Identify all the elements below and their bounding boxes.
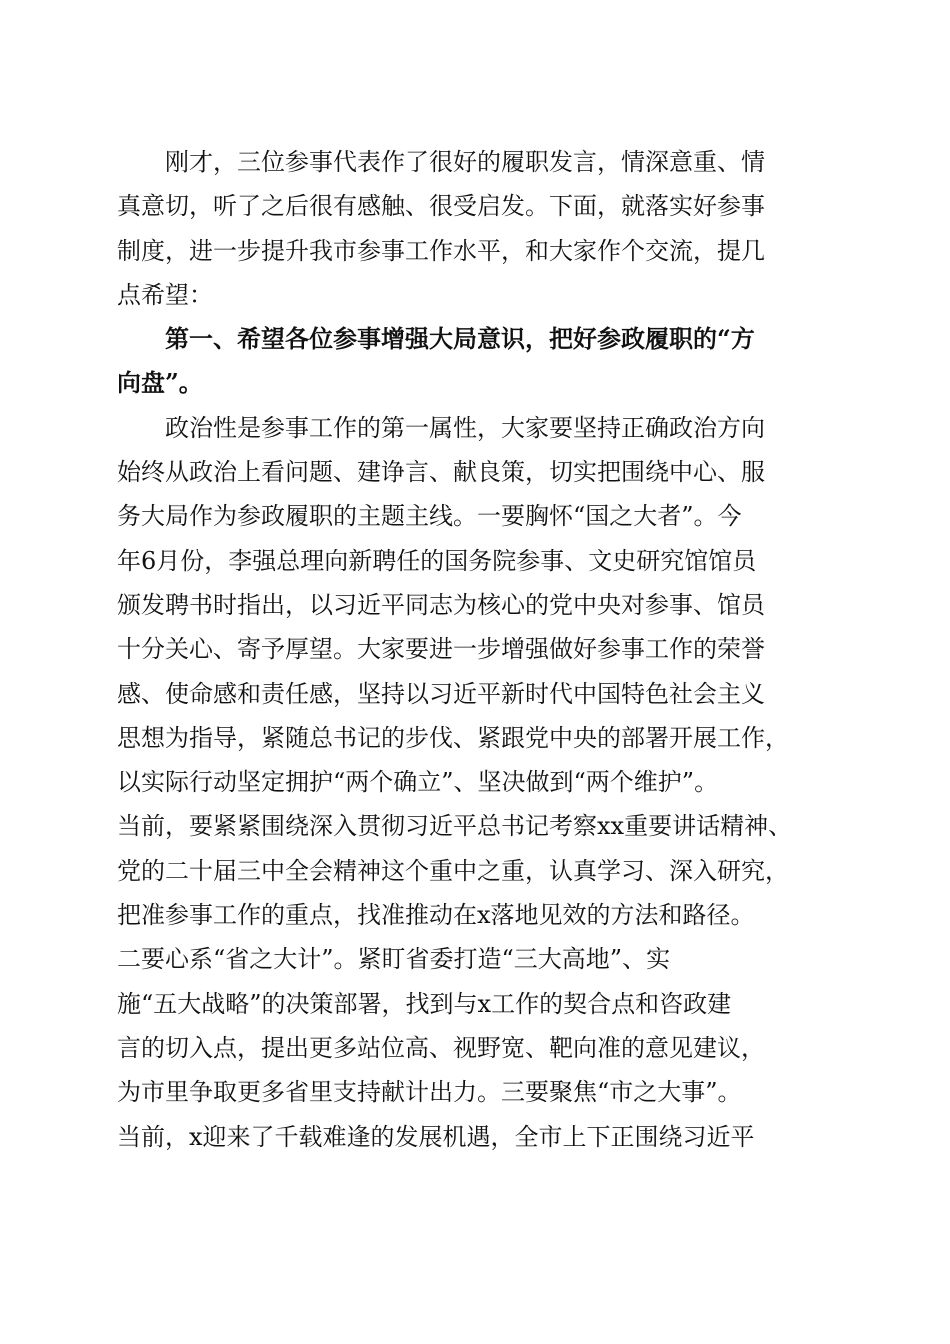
paragraph-2-line-3: 务大局作为参政履职的主题主线。一要胸怀“国之大者”。今 bbox=[117, 502, 742, 531]
paragraph-2-line-1: 政治性是参事工作的第一属性，大家要坚持正确政治方向 bbox=[117, 413, 765, 442]
document-body bbox=[117, 140, 837, 1159]
paragraph-2-line-4: 年6月份，李强总理向新聘任的国务院参事、文史研究馆馆员 bbox=[117, 546, 757, 575]
paragraph-2-line-5: 颁发聘书时指出，以习近平同志为核心的党中央对参事、馆员 bbox=[117, 590, 765, 619]
paragraph-2-line-10: 当前，要紧紧围绕深入贯彻习近平总书记考察xx重要讲话精神、 bbox=[117, 812, 793, 841]
paragraph-2-line-13: 二要心系“省之大计”。紧盯省委打造“三大高地”、实 bbox=[117, 945, 671, 974]
paragraph-2-line-14: 施“五大战略”的决策部署，找到与x工作的契合点和咨政建 bbox=[117, 989, 732, 1018]
paragraph-1-line-2: 真意切，听了之后很有感触、很受启发。下面，就落实好参事 bbox=[117, 192, 765, 221]
paragraph-1-line-4: 点希望： bbox=[117, 280, 213, 309]
paragraph-2-line-2: 始终从政治上看问题、建诤言、献良策，切实把围绕中心、服 bbox=[117, 458, 765, 487]
paragraph-2-line-9: 以实际行动坚定拥护“两个确立”、坚决做到“两个维护”。 bbox=[117, 768, 719, 797]
paragraph-2-line-16: 为市里争取更多省里支持献计出力。三要聚焦“市之大事”。 bbox=[117, 1078, 742, 1107]
heading-1-line-2: 向盘”。 bbox=[117, 368, 203, 398]
paragraph-1-line-1: 刚才，三位参事代表作了很好的履职发言，情深意重、情 bbox=[117, 148, 765, 176]
paragraph-2-line-11: 党的二十届三中全会精神这个重中之重，认真学习、深入研究， bbox=[117, 856, 789, 885]
paragraph-2-line-6: 十分关心、寄予厚望。大家要进一步增强做好参事工作的荣誉 bbox=[117, 635, 765, 664]
heading-1-line-1: 第一、希望各位参事增强大局意识，把好参政履职的“方 bbox=[117, 324, 755, 354]
paragraph-2-line-15: 言的切入点，提出更多站位高、视野宽、靶向准的意见建议， bbox=[117, 1033, 765, 1062]
paragraph-1-line-3: 制度，进一步提升我市参事工作水平，和大家作个交流，提几 bbox=[117, 236, 765, 265]
paragraph-2-line-17: 当前，x迎来了千载难逢的发展机遇，全市上下正围绕习近平 bbox=[117, 1122, 755, 1151]
paragraph-2-line-8: 思想为指导，紧随总书记的步伐、紧跟党中央的部署开展工作， bbox=[117, 723, 789, 752]
paragraph-2-line-7: 感、使命感和责任感，坚持以习近平新时代中国特色社会主义 bbox=[117, 679, 765, 708]
paragraph-2-line-12: 把准参事工作的重点，找准推动在x落地见效的方法和路径。 bbox=[117, 901, 755, 930]
